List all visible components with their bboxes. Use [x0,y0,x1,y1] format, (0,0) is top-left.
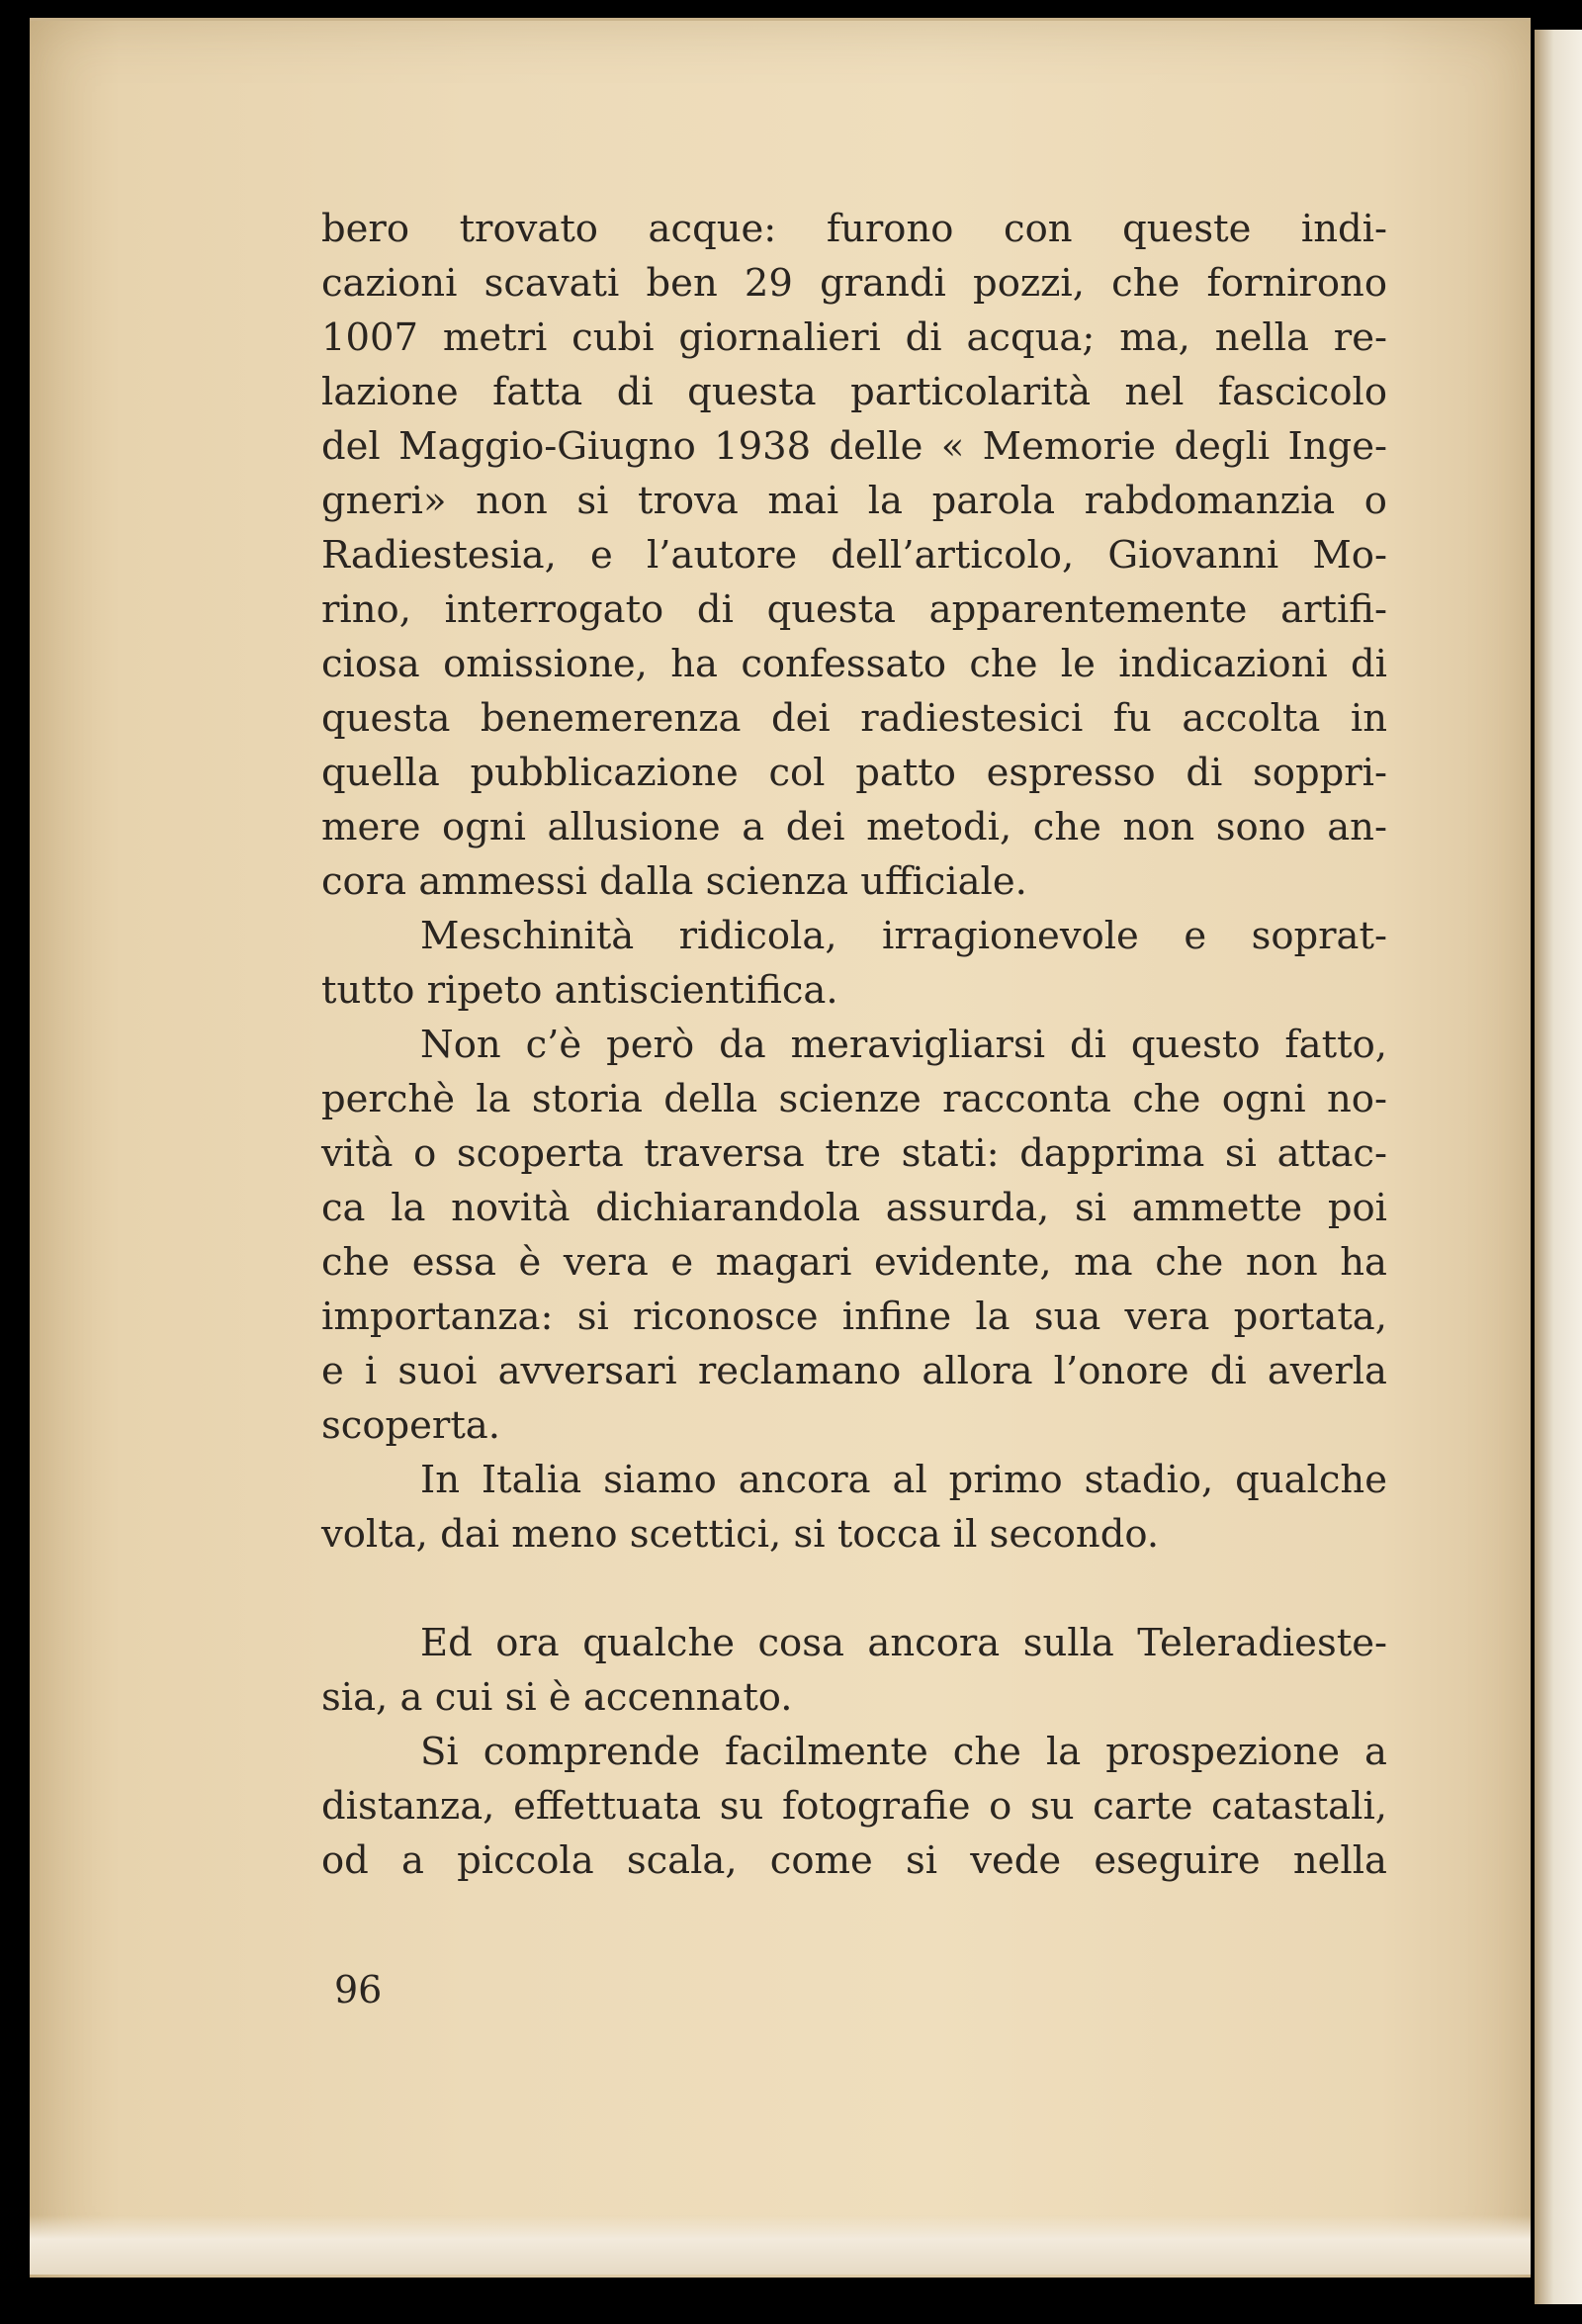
text-line: questa benemerenza dei radiestesici fu accolta in [321,696,1387,741]
text-line: tutto ripeto antiscientifica. [321,968,838,1013]
text-line: rino, interrogato di questa apparentemente artifi- [321,587,1387,632]
text-line: Si comprende facilmente che la prospezione a [420,1730,1387,1774]
adjacent-page-edge [1535,30,1582,2304]
text-line: e i suoi avversari reclamano allora l’onore di averla [321,1349,1387,1393]
text-line: che essa è vera e magari evidente, ma che non ha [321,1240,1387,1285]
text-line: sia, a cui si è accennato. [321,1675,793,1720]
text-line: Radiestesia, e l’autore dell’articolo, Giovanni Mo- [321,533,1387,578]
text-line: perchè la storia della scienze racconta che ogni no- [321,1077,1387,1121]
text-line: 1007 metri cubi giornalieri di acqua; ma, nella re- [321,315,1387,360]
text-line: od a piccola scala, come si vede eseguire nella [321,1838,1387,1883]
text-line: Ed ora qualche cosa ancora sulla Teleradieste- [420,1621,1387,1665]
text-line: Meschinità ridicola, irragionevole e soprat- [420,914,1387,958]
text-line: importanza: si riconosce infine la sua vera portata, [321,1295,1387,1339]
page-number: 96 [334,1968,383,2011]
text-line: scoperta. [321,1403,500,1448]
text-line: gneri» non si trova mai la parola rabdomanzia o [321,479,1387,523]
text-line: Non c’è però da meravigliarsi di questo fatto, [420,1023,1387,1067]
text-line: bero trovato acque: furono con queste indi- [321,207,1387,251]
text-line: distanza, effettuata su fotografie o su carte catastali, [321,1784,1387,1829]
paper-bottom-edge [30,2215,1531,2275]
text-line: volta, dai meno scettici, si tocca il secondo. [321,1512,1160,1557]
text-line: quella pubblicazione col patto espresso di soppri- [321,751,1387,795]
text-line: lazione fatta di questa particolarità nel fascicolo [321,370,1387,414]
text-line: cazioni scavati ben 29 grandi pozzi, che fornirono [321,261,1387,306]
text-line: ciosa omissione, ha confessato che le indicazioni di [321,642,1387,686]
text-line: ca la novità dichiarandola assurda, si ammette poi [321,1186,1387,1230]
text-line: del Maggio-Giugno 1938 delle « Memorie degli Inge- [321,424,1387,469]
text-line: mere ogni allusione a dei metodi, che non sono an- [321,805,1387,849]
text-line: vità o scoperta traversa tre stati: dapprima si attac- [321,1131,1387,1176]
text-line: In Italia siamo ancora al primo stadio, qualche [420,1458,1387,1502]
text-line: cora ammessi dalla scienza ufficiale. [321,859,1027,904]
